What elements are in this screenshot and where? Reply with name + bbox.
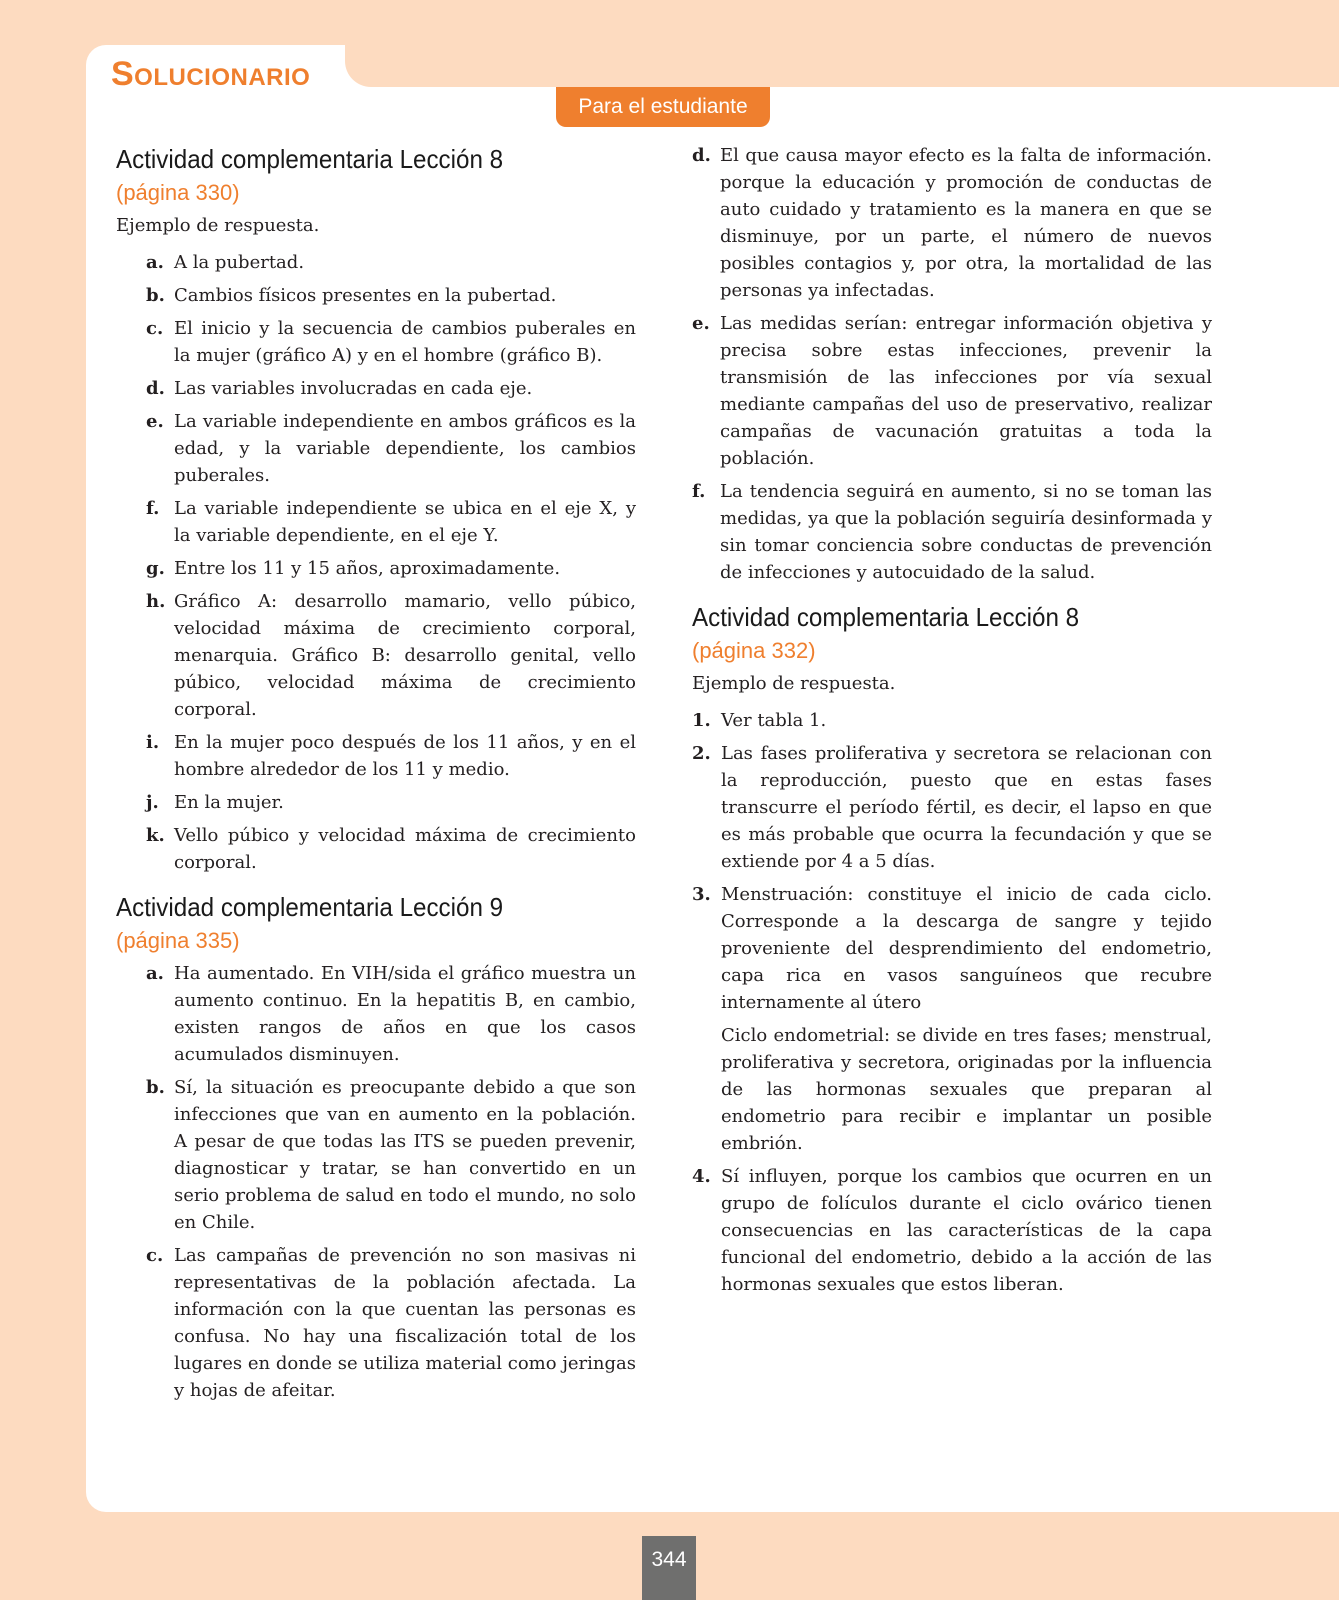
item-marker: d. (146, 378, 165, 399)
item-marker: c. (146, 318, 164, 339)
list-item (116, 729, 636, 783)
list-item (116, 789, 636, 816)
item-marker: d. (692, 145, 711, 166)
list-item (116, 495, 636, 549)
item-text: A la pubertad. (174, 252, 305, 273)
item-marker: c. (146, 1245, 164, 1266)
page-reference: (página 330) (116, 180, 240, 205)
item-marker: 2. (692, 743, 711, 764)
item-text: Las campañas de prevención no son masivas ni representativas de la población afectada. La información con la que cuentan las personas es confusa. No hay una fiscalización total de los lugares en donde se utiliza material como jeringas y hojas de afeitar. (174, 1245, 636, 1401)
item-text: Las fases proliferativa y secretora se relacionan con la reproducción, puesto que en estas fases transcurre el período fértil, es decir, el lapso en que es más probable que ocurra la fecundación y que se extiende por 4 a 5 días. (721, 743, 1212, 872)
section-leccion-8-p332 (692, 600, 1212, 1298)
item-text: Ha aumentado. En VIH/sida el gráfico muestra un aumento continuo. En la hepatitis B, en cambio, existen rangos de años en que los casos acumulados disminuyen. (174, 963, 636, 1065)
item-text: Cambios físicos presentes en la pubertad. (174, 285, 557, 306)
list-item (116, 408, 636, 489)
item-text: Las variables involucradas en cada eje. (174, 378, 533, 399)
list-item (662, 310, 1212, 472)
answer-list (116, 249, 636, 876)
section-leccion-9-p335 (116, 890, 636, 1404)
item-marker: i. (146, 732, 160, 753)
section-heading: Actividad complementaria Lección 9 (116, 892, 504, 922)
item-marker: f. (692, 481, 706, 502)
item-text: Vello púbico y velocidad máxima de crecimiento corporal. (174, 825, 636, 873)
item-text: El inicio y la secuencia de cambios puberales en la mujer (gráfico A) y en el hombre (gráfico B). (174, 318, 636, 366)
item-marker: g. (146, 558, 165, 579)
list-item (692, 1163, 1212, 1298)
item-marker: h. (146, 591, 166, 612)
item-marker: e. (692, 313, 710, 334)
item-text: La tendencia seguirá en aumento, si no se toman las medidas, ya que la población seguiría desinformada y sin tomar conciencia sobre conductas de prevención de infecciones y autocuidado de la salud. (720, 481, 1212, 583)
item-marker: b. (146, 285, 165, 306)
list-item (662, 142, 1212, 304)
page-number: 344 (642, 1536, 696, 1600)
item-marker: a. (146, 252, 164, 273)
section-leccion-8-p330 (116, 142, 636, 876)
section-heading: Actividad complementaria Lección 8 (116, 144, 504, 174)
intro-text: Ejemplo de respuesta. (692, 673, 896, 694)
item-text: En la mujer poco después de los 11 años, y en el hombre alrededor de los 11 y medio. (174, 732, 636, 780)
item-text: Sí, la situación es preocupante debido a que son infecciones que van en aumento en la población. A pesar de que todas las ITS se pueden prevenir, diagnosticar y tratar, se han convertido en un serio problema de salud en todo el mundo, no solo en Chile. (174, 1077, 636, 1233)
list-item (116, 315, 636, 369)
item-marker: 4. (692, 1166, 711, 1187)
item-marker: a. (146, 963, 164, 984)
list-item (662, 478, 1212, 586)
item-marker: b. (146, 1077, 165, 1098)
list-item (116, 249, 636, 276)
item-subparagraph: Ciclo endometrial: se divide en tres fases; menstrual, proliferativa y secretora, originadas por la influencia de las hormonas sexuales que preparan al endometrio para recibir e implantar un posible embrión. (721, 1025, 1212, 1154)
page-reference: (página 335) (116, 928, 240, 953)
audience-tag: Para el estudiante (556, 87, 770, 127)
list-item (116, 375, 636, 402)
list-item (116, 960, 636, 1068)
item-marker: j. (146, 792, 159, 813)
left-column (116, 142, 636, 1418)
answer-list (692, 707, 1212, 1298)
item-marker: k. (146, 825, 165, 846)
list-item (116, 282, 636, 309)
item-text: Entre los 11 y 15 años, aproximadamente. (174, 558, 561, 579)
header-band (345, 45, 1339, 87)
list-item (692, 740, 1212, 875)
item-marker: f. (146, 498, 160, 519)
section-heading: Actividad complementaria Lección 8 (692, 602, 1080, 632)
section-leccion-9-continued (692, 142, 1212, 586)
answer-list (662, 142, 1212, 586)
item-text: Las medidas serían: entregar información objetiva y precisa sobre estas infecciones, prevenir la transmisión de las infecciones por vía sexual mediante campañas del uso de preservativo, realizar campañas de vacunación gratuitas a toda la población. (720, 313, 1212, 469)
list-item (116, 588, 636, 723)
item-marker: 1. (692, 710, 711, 731)
right-column (692, 142, 1212, 1312)
list-item (116, 1074, 636, 1236)
page-title: Solucionario (111, 55, 311, 93)
intro-text: Ejemplo de respuesta. (116, 215, 320, 236)
item-text: Gráfico A: desarrollo mamario, vello púbico, velocidad máxima de crecimiento corporal, menarquia. Gráfico B: desarrollo genital, vello púbico, velocidad máxima de crecimiento corporal. (174, 591, 636, 720)
list-item (692, 707, 1212, 734)
list-item (116, 555, 636, 582)
item-marker: e. (146, 411, 164, 432)
list-item (692, 881, 1212, 1157)
item-text: Sí influyen, porque los cambios que ocurren en un grupo de folículos durante el ciclo ovárico tienen consecuencias en las características de la capa funcional del endometrio, debido a la acción de las hormonas sexuales que estos liberan. (721, 1166, 1212, 1295)
item-text: La variable independiente se ubica en el eje X, y la variable dependiente, en el eje Y. (174, 498, 636, 546)
answer-list (116, 960, 636, 1404)
list-item (116, 822, 636, 876)
item-text: La variable independiente en ambos gráficos es la edad, y la variable dependiente, los cambios puberales. (174, 411, 636, 486)
item-text: Ver tabla 1. (721, 710, 827, 731)
page-reference: (página 332) (692, 638, 816, 663)
item-text: Menstruación: constituye el inicio de cada ciclo. Corresponde a la descarga de sangre y tejido proveniente del desprendimiento del endometrio, capa rica en vasos sanguíneos que recubre internamente al útero (721, 884, 1212, 1013)
list-item (116, 1242, 636, 1404)
item-text: El que causa mayor efecto es la falta de información. porque la educación y promoción de conductas de auto cuidado y tratamiento es la manera en que se disminuye, por un parte, el número de nuevos posibles contagios y, por otra, la mortalidad de las personas ya infectadas. (720, 145, 1212, 301)
item-text: En la mujer. (174, 792, 284, 813)
item-marker: 3. (692, 884, 711, 905)
